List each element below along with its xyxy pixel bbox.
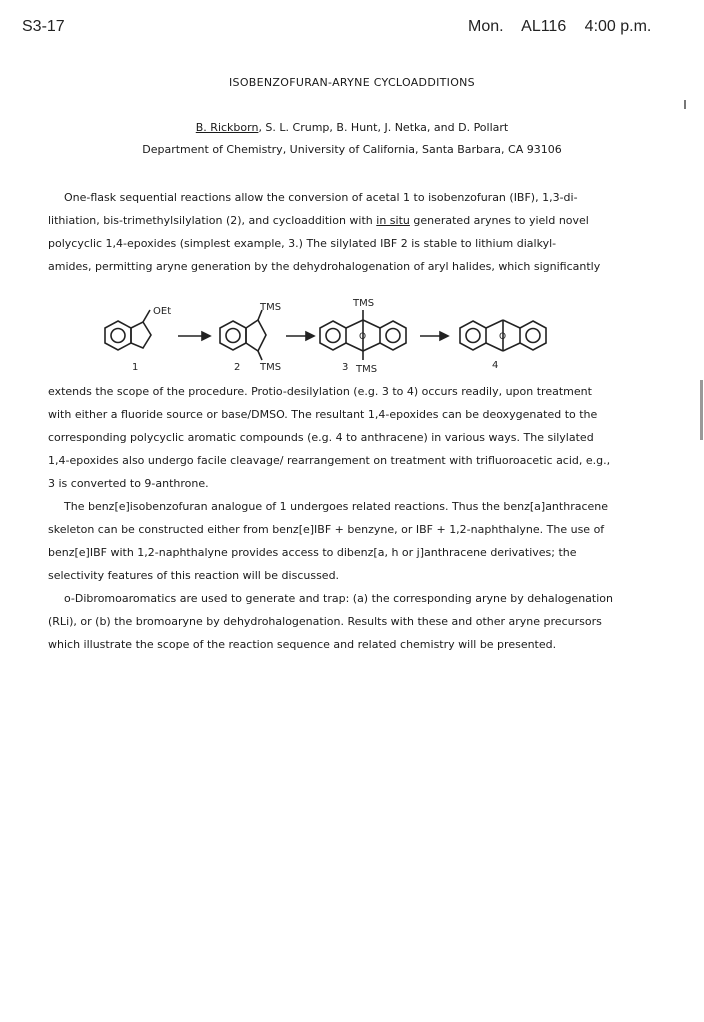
text-line: The benz[e]isobenzofuran analogue of 1 undergoes related reactions. Thus the benz[a]anthracene — [64, 500, 609, 513]
compound-4-number: 4 — [492, 360, 499, 371]
compound-3-number: 3 — [342, 362, 349, 373]
compound-1-structure — [105, 310, 151, 350]
text-line: 1,4-epoxides also undergo facile cleavage/ rearrangement on treatment with trifluoroacetic acid, e.g., — [48, 454, 611, 467]
session-day: Mon. — [468, 18, 504, 35]
text-line: selectivity features of this reaction will be discussed. — [48, 569, 340, 582]
abstract-title: ISOBENZOFURAN-ARYNE CYCLOADDITIONS — [229, 76, 475, 89]
text-line: (RLi), or (b) the bromoaryne by dehydrohalogenation. Results with these and other aryne precursors — [48, 615, 602, 628]
coauthors: , S. L. Crump, B. Hunt, J. Netka, and D. Pollart — [258, 121, 509, 134]
reaction-scheme — [100, 290, 570, 378]
text-segment: generated arynes to yield novel — [409, 214, 589, 227]
author-list — [0, 121, 704, 134]
scan-mark — [684, 100, 686, 109]
session-info — [468, 18, 665, 36]
session-time: 4:00 p.m. — [584, 18, 652, 35]
text-line: benz[e]IBF with 1,2-naphthalyne provides access to dibenz[a, h or j]anthracene derivatives; the — [48, 546, 577, 559]
oet-label: OEt — [153, 306, 172, 317]
tms-2-top: TMS — [260, 302, 282, 313]
in-situ-term: in situ — [376, 214, 410, 227]
text-line: One-flask sequential reactions allow the conversion of acetal 1 to isobenzofuran (IBF), 1,3-di- — [64, 191, 578, 204]
compound-2-number: 2 — [234, 362, 241, 373]
abstract-code: S3-17 — [22, 18, 65, 35]
intro-paragraph — [48, 186, 648, 278]
text-line — [48, 209, 648, 232]
body-text — [48, 380, 648, 656]
text-line: skeleton can be constructed either from benz[e]IBF + benzyne, or IBF + 1,2-naphthalyne. The use of — [48, 523, 605, 536]
tms-3-bottom: TMS — [356, 364, 378, 375]
tms-2-bottom: TMS — [260, 362, 282, 373]
oxygen-bridge-3: O — [359, 332, 367, 342]
compound-2-structure — [220, 310, 266, 360]
reaction-arrow — [420, 332, 448, 340]
session-room: AL116 — [521, 18, 567, 35]
affiliation: Department of Chemistry, University of California, Santa Barbara, CA 93106 — [142, 143, 562, 156]
text-line: amides, permitting aryne generation by the dehydrohalogenation of aryl halides, which significantly — [48, 260, 601, 273]
text-segment: lithiation, bis-trimethylsilylation (2), and cycloaddition with — [48, 214, 377, 227]
presenting-author: B. Rickborn — [195, 121, 259, 134]
text-line: polycyclic 1,4-epoxides (simplest example, 3.) The silylated IBF 2 is stable to lithium dialkyl- — [48, 237, 557, 250]
compound-1-number: 1 — [132, 362, 139, 373]
text-line: o-Dibromoaromatics are used to generate and trap: (a) the corresponding aryne by dehalogenation — [64, 592, 613, 605]
text-line: corresponding polycyclic aromatic compounds (e.g. 4 to anthracene) in various ways. The silylated — [48, 431, 594, 444]
text-line: 3 is converted to 9-anthrone. — [48, 477, 209, 490]
scan-mark — [700, 380, 703, 440]
text-line: which illustrate the scope of the reaction sequence and related chemistry will be presented. — [48, 638, 557, 651]
text-line: with either a fluoride source or base/DMSO. The resultant 1,4-epoxides can be deoxygenated to the — [48, 408, 598, 421]
tms-3-top: TMS — [353, 298, 375, 309]
oxygen-bridge-4: O — [499, 332, 507, 342]
reaction-arrow — [178, 332, 210, 340]
reaction-arrow — [286, 332, 314, 340]
text-line: extends the scope of the procedure. Protio-desilylation (e.g. 3 to 4) occurs readily, upon treatment — [48, 385, 592, 398]
